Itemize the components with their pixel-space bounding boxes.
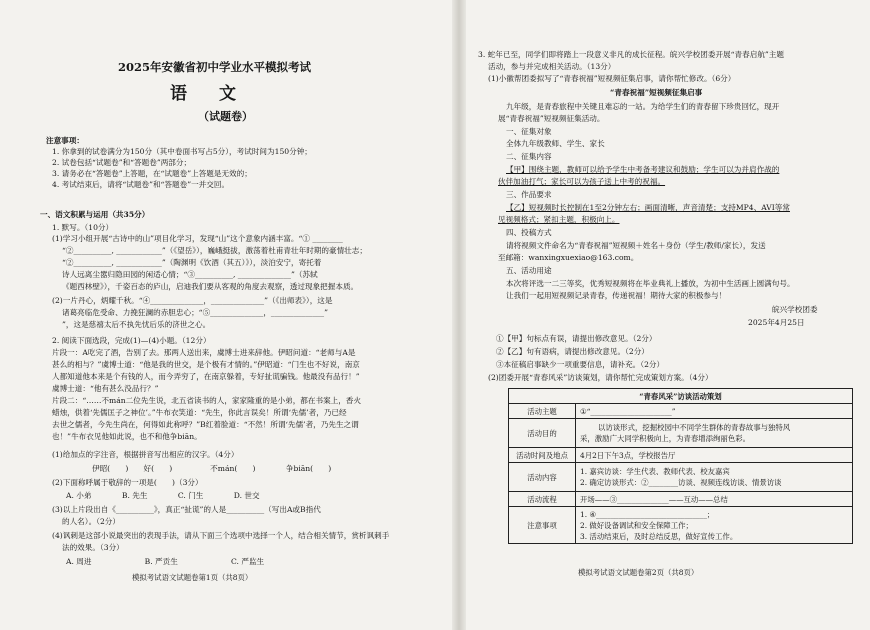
notice-line-11: 四、投稿方式 [506,228,552,237]
q1-line-3: “②__________, ____________”（陶渊明《饮酒（其五）》），淡泊安宁，寄托着 [62,258,322,267]
question-3: 3. 蛇年已至，同学们即将踏上一段意义非凡的成长征程。皖兴学校团委开展“青春启航”主题 [478,50,784,59]
notice-line-15: 本次将评选一二三等奖，优秀短视频将在毕业典礼上播放，为初中生活画上圆满句号。 [506,279,795,288]
q1-line-2: “②__________, ____________”（《望岳》），巍峨挺拔，激荡着杜甫青壮年时期的豪情壮志； [62,246,367,255]
plan-key-notes: 注意事项 [509,507,576,544]
q2-sub-1: (1)给加点的字注音，根据拼音写出相应的汉字。（4分） [52,450,239,459]
plan-table-title: “青春风采”访谈活动策划 [509,389,853,404]
q1-line-6: (2)一片丹心，炳耀千秋。“④______________，______________”（《出师表》），这是 [52,296,333,305]
notice-line-4: 全体九年级教师、学生、家长 [506,139,605,148]
table-row [509,492,853,507]
notes-title: 注意事项： [46,136,84,145]
q2-pinyin-row: 伊昭( ) 好( ) 不mán( ) 争biān( ) [92,464,332,473]
table-row [509,448,853,463]
q2-sub-4-b: 法的效果。（3分） [62,543,124,552]
q1-line-5: 《题西林壁》），千姿百态的庐山，启迪我们要从客观的角度去观察，透过现象把握本质。 [62,282,359,291]
notice-title: “青春祝福”短视频征集启事 [610,88,703,97]
q3-item-1: ①【甲】句标点有误，请提出修改意见。（2分） [496,334,657,343]
question-2: 2. 阅读下面选段，完成(1)—(4)小题。（12分） [52,336,211,345]
q1-line-4: 诗人远离尘嚣归隐田园的闲适心情；“③__________, ______________”（苏轼 [62,270,318,279]
notice-line-3: 一、征集对象 [506,127,552,136]
question-3-b: 活动，参与并完成相关活动。（13分） [488,62,616,71]
page-right [470,0,870,630]
q2-sub-4-options: A. 周进 B. 严贡生 C. 严监生 [66,557,265,566]
page-footer-left: 模拟考试语文试题卷第1页（共8页） [132,573,253,582]
question-1: 1. 默写。（10分） [52,223,114,232]
plan-key-content: 活动内容 [509,463,576,492]
passage-line-2: 甚么的相与？”虞博士道：“他是我的世交，是个极有才情的。”伊昭道：“门生也不好说，南京 [52,360,360,369]
plan-key-flow: 活动流程 [509,492,576,507]
notice-line-7: 伙伴加油打气；家长可以为孩子送上中考的祝福。 [498,177,666,186]
notice-line-2: 展“青春祝福”短视频征集活动。 [498,114,605,123]
q3-sub-1: (1)小徽帮团委拟写了“青春祝福”短视频征集启事，请你帮忙修改。（6分） [488,74,736,83]
passage-line-6: 蜡烛，供着‘先儒匡子之神位’。”牛布衣笑道：“先生，你此言误矣！所谓‘先儒’者，乃已经 [52,408,347,417]
section-1-title: 一、语文积累与运用（共35分） [40,210,150,219]
notice-line-12: 请将视频文件命名为“青春祝福”短视频＋姓名＋身份（学生/教师/家长），发送 [506,241,766,250]
plan-value-time: 4月2日下午3点，学校报告厅 [576,448,853,463]
plan-value-purpose: 以访谈形式，挖掘校园中不同学生群体的青春故事与独特风 采，激励广大同学积极向上，为青春增添绚丽色彩。 [576,419,853,448]
passage-line-4: 虞博士道：“他有甚么没品行？” [52,384,159,393]
passage-line-1: 片段一：A吃完了酒，告别了去。那两人送出来，虞博士进来辞他。伊昭问道：“老师与A是 [52,348,356,357]
plan-value-content: 1. 嘉宾访谈：学生代表、教师代表、校友嘉宾 2. 确定访谈形式：②________访谈、视频连线访谈、情景访谈 [576,463,853,492]
table-row [509,463,853,492]
notice-line-8: 三、作品要求 [506,190,552,199]
plan-key-purpose: 活动目的 [509,419,576,448]
plan-value-theme: ①“______________________” [576,404,853,419]
notice-line-13: 至邮箱：wanxingxuexiao@163.com。 [498,253,639,262]
q2-sub-4: (4)讽刺是这部小说最突出的表现手法，请从下面三个选项中选择一个人，结合相关情节，赏析讽刺手 [52,531,390,540]
q2-sub-2-options: A. 小弟 B. 先生 C. 门生 D. 世交 [66,491,260,500]
q1-line-1: (1)学习小组开展“古诗中的山”项目化学习，发现“山”这个意象内涵丰富。“① ________ [52,234,343,243]
notice-sign-date: 2025年4月25日 [748,318,805,327]
page-fold [452,0,466,630]
paper-type: （试题卷） [198,110,253,123]
notice-line-9: 【乙】短视频时长控制在1至2分钟左右；画面清晰，声音清楚；支持MP4、AVI等常 [506,203,790,212]
notice-line-6: 【甲】围绕主题，教师可以给予学生中考备考建议和鼓励；学生可以为并肩作战的 [506,165,780,174]
q3-item-2: ②【乙】句有语病，请提出修改意见。（2分） [496,347,649,356]
notice-line-14: 五、活动用途 [506,266,552,275]
plan-key-theme: 活动主题 [509,404,576,419]
passage-line-7: 去世之儒者，今先生尚在，何得如此称呼？”B红着脸道：“不然！所谓‘先儒’者，乃先生之谓 [52,420,359,429]
subject-title: 语文 [170,84,268,104]
q2-sub-3-b: 的人名）。（2分） [62,517,120,526]
plan-table [508,388,853,544]
notice-line-5: 二、征集内容 [506,152,552,161]
passage-line-8: 也！”牛布衣见他如此说，也不和他争biān。 [52,432,202,441]
q1-line-7: 诸葛亮临危受命、力挽狂澜的赤胆忠心；“⑤______________，______________” [62,308,328,317]
plan-key-time: 活动时间及地点 [509,448,576,463]
q3-sub-2: (2)团委开展“青春风采”访谈策划，请你帮忙完成策划方案。（4分） [488,373,713,382]
q3-item-3: ③本征稿启事缺少一项重要信息，请补充。（2分） [496,360,665,369]
q2-sub-3: (3)以上片段出自《__________》，真正“扯谎”的人是__________（写出A或B指代 [52,505,321,514]
table-row [509,404,853,419]
note-1: 1. 你拿到的试卷满分为150分（其中卷面书写占5分），考试时间为150分钟； [52,147,312,156]
plan-value-flow: 开场——③______________——互动——总结 [576,492,853,507]
q2-sub-2: (2)下面称呼属于敬辞的一项是( )（3分） [52,478,203,487]
notice-line-1: 九年级，是青春旅程中关键且难忘的一站。为给学生们的青春留下珍贵回忆，现开 [506,102,780,111]
exam-title: 2025年安徽省初中学业水平模拟考试 [118,60,312,74]
page-footer-right: 模拟考试语文试题卷第2页（共8页） [578,568,699,577]
note-2: 2. 试卷包括“试题卷”和“答题卷”两部分； [52,158,192,167]
table-row [509,419,853,448]
notice-sign-org: 皖兴学校团委 [772,305,818,314]
q1-line-8: ”，这是慈禧太后不执先忧后乐的济世之心。 [62,320,211,329]
passage-line-3: 人都知道他本来是个有钱的人，而今弄穷了，在南京躲着，专好扯谎骗钱。他最没有品行！” [52,372,360,381]
notice-line-16: 让我们一起用短视频记录青春，传递祝福！期待大家的积极参与！ [506,291,727,300]
note-4: 4. 考试结束后，请将“试题卷”和“答题卷”一并交回。 [52,180,230,189]
passage-line-5: 片段二：“……不mán二位先生说，北五省读书的人，家家隆重的是小弟，都在书案上，香火 [52,396,362,405]
notice-line-10: 见视频格式；紧扣主题，积极向上。 [498,215,620,224]
note-3: 3. 请务必在“答题卷”上答题，在“试题卷”上答题是无效的； [52,169,252,178]
plan-value-notes: 1. ④______________________________； 2. 做好设备调试和安全保障工作； 3. 活动结束后，及时总结反思，做好宣传工作。 [576,507,853,544]
table-row [509,507,853,544]
